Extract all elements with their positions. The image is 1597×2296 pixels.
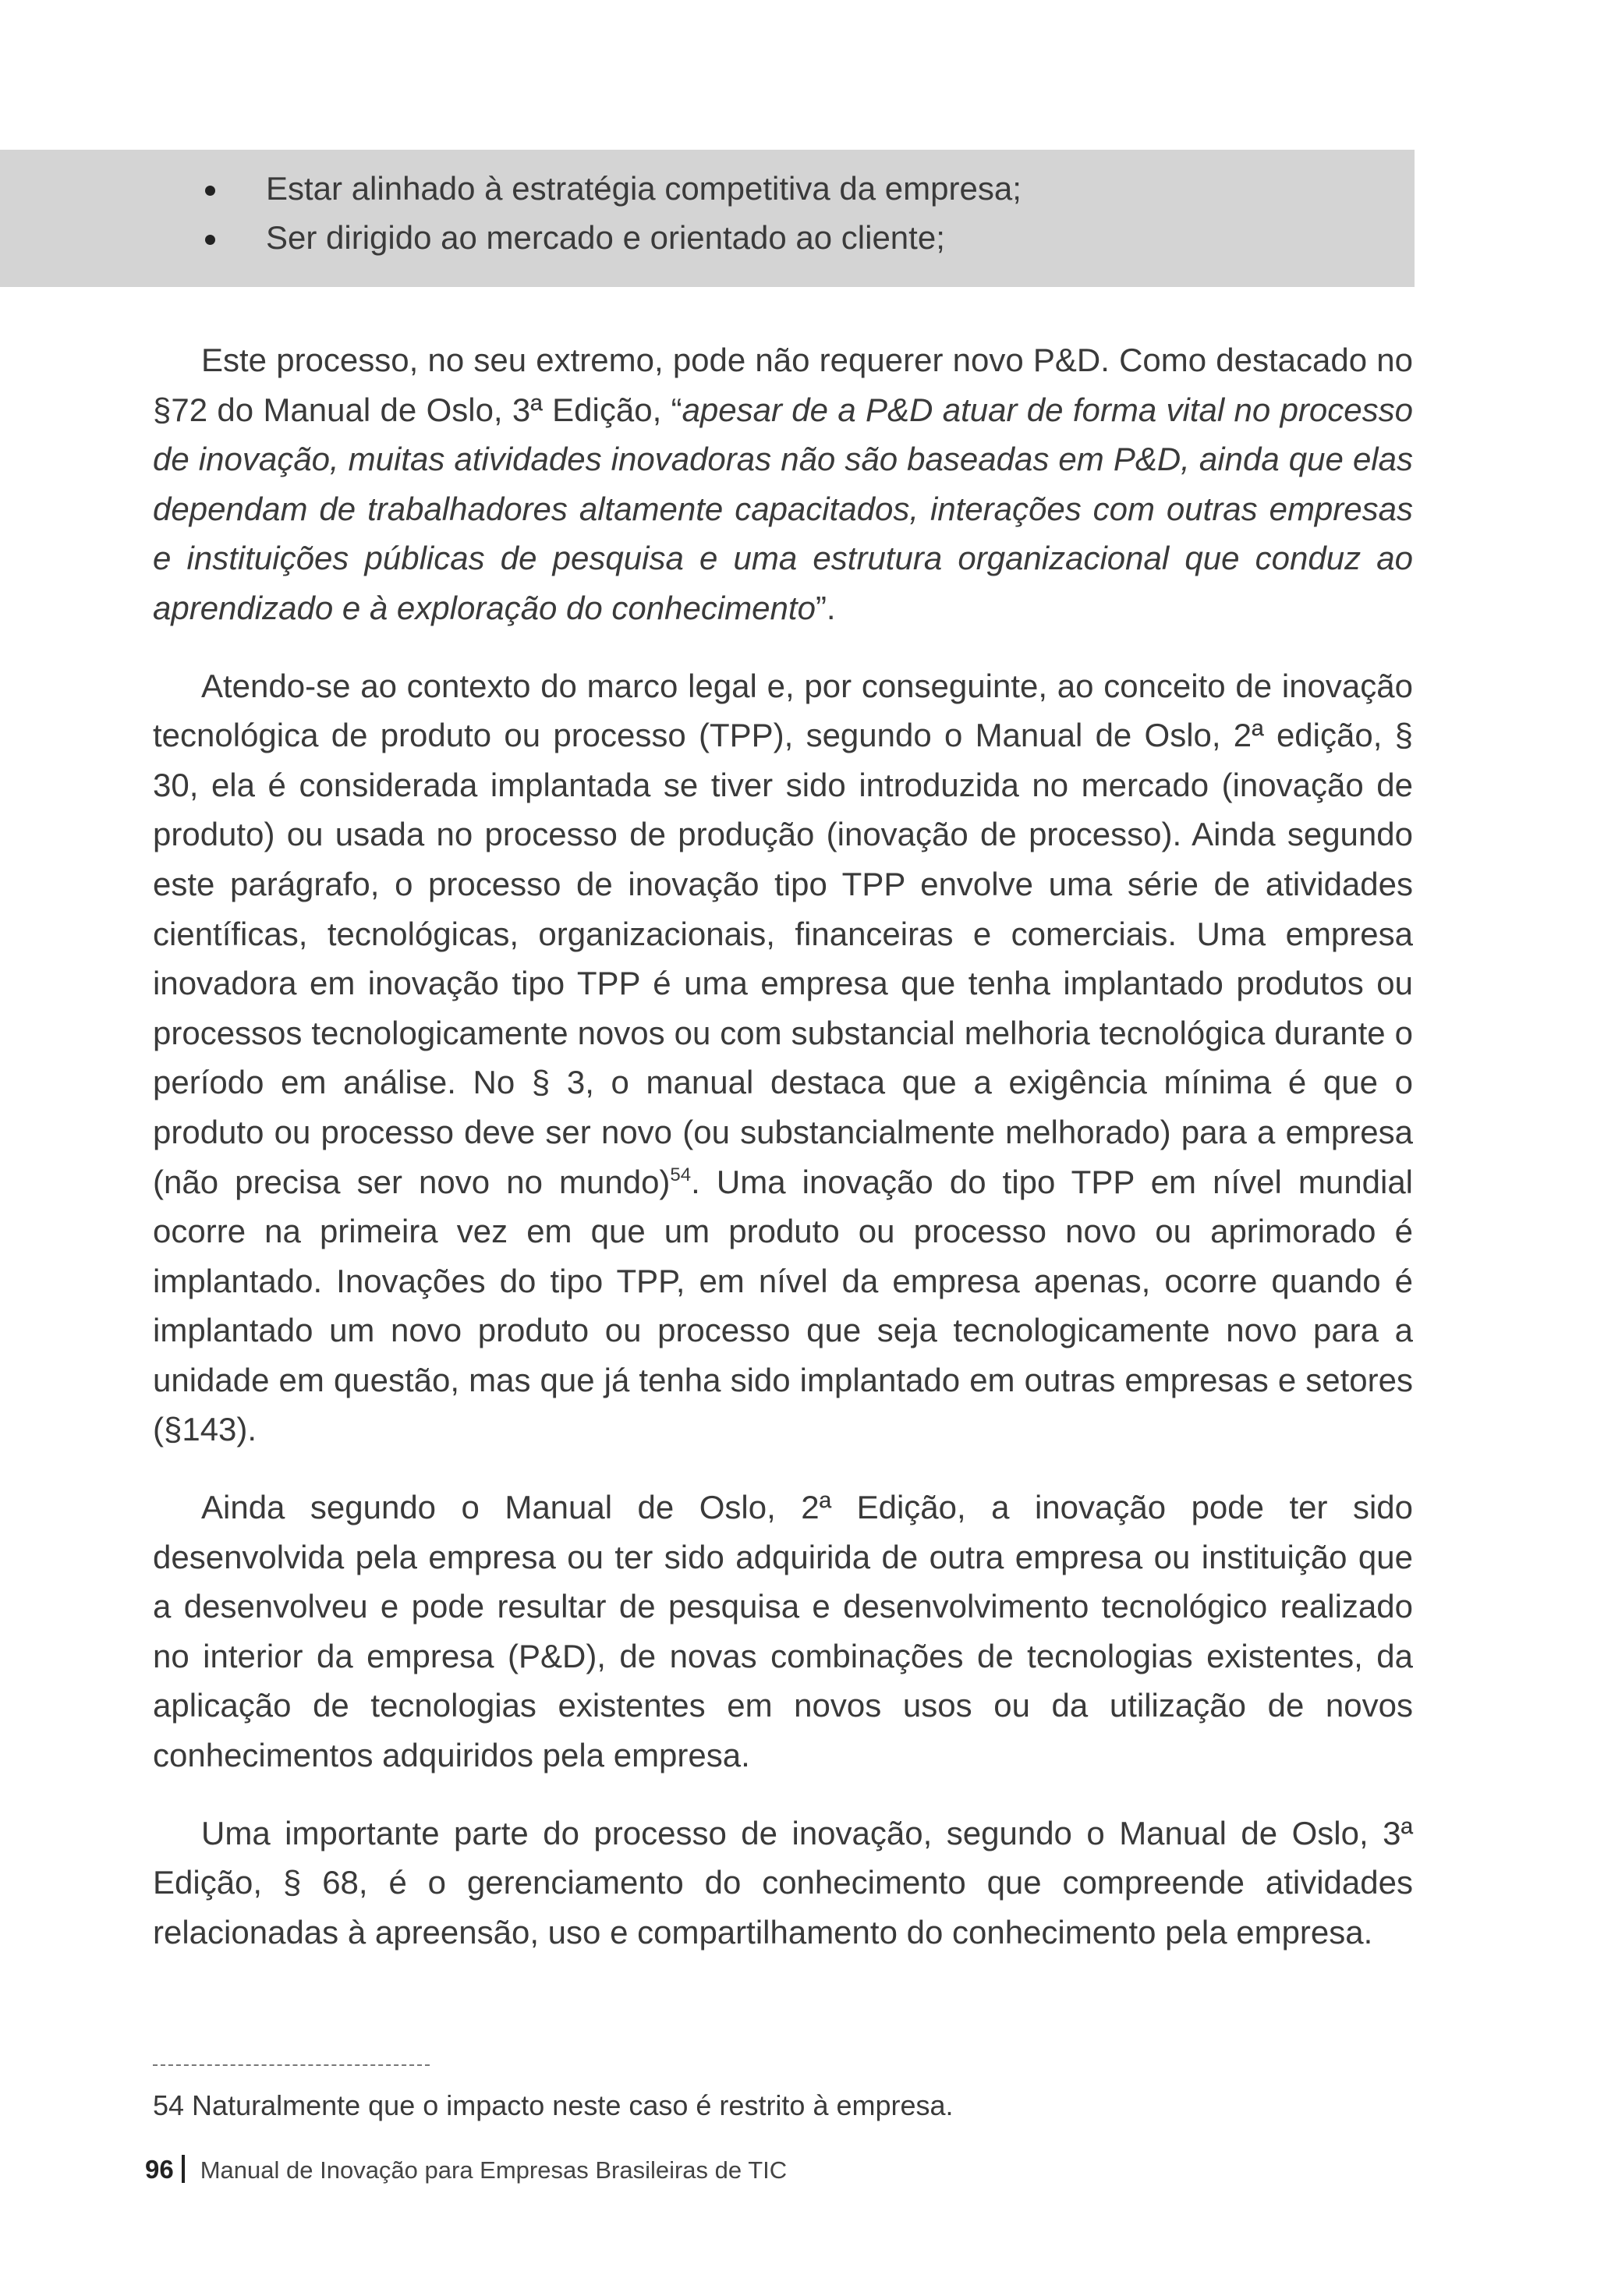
body-text: [153, 335, 1413, 1985]
oslo-quote: apesar de a P&D atuar de forma vital no processo de inovação, muitas atividades inovadoras não são baseadas em P&D, ainda que elas dependam de trabalhadores altamente capacitados, interações com outras empresas e instituições públicas de pesquisa e uma estrutura organizacional que conduz ao aprendizado e à exploração do conhecimento: [153, 391, 1413, 626]
paragraph-4: Uma importante parte do processo de inovação, segundo o Manual de Oslo, 3ª Edição, § 68, é o gerenciamento do conhecimento que compreende atividades relacionadas à apreensão, uso e compartilhamento do conhecimento pela empresa.: [153, 1814, 1413, 1951]
page-footer: [145, 2152, 787, 2188]
paragraph-1: [153, 335, 1413, 633]
paragraph-2-lead: Atendo-se ao contexto do marco legal e, por conseguinte, ao conceito de inovação tecnológica de produto ou processo (TPP), segundo o Manual de Oslo, 2ª edição, § 30, ela é considerada implantada se tiver sido introduzida no mercado (inovação de produto) ou usada no processo de produção (inovação de processo). Ainda segundo este parágrafo, o processo de inovação tipo TPP envolve uma série de atividades científicas, tecnológicas, organizacionais, financeiras e comerciais. Uma empresa inovadora em inovação tipo TPP é uma empresa que tenha implantado produtos ou processos tecnologicamente novos ou com substancial melhoria tecnológica durante o período em análise. No § 3, o manual destaca que a exigência mínima é que o produto ou processo deve ser novo (ou substancialmente melhorado) para a empresa (não precisa ser novo no mundo): [153, 667, 1413, 1200]
bullet-item: Ser dirigido ao mercado e orientado ao cliente;: [199, 213, 1369, 262]
paragraph-3: Ainda segundo o Manual de Oslo, 2ª Edição, a inovação pode ter sido desenvolvida pela empresa ou ter sido adquirida de outra empresa ou instituição que a desenvolveu e pode resultar de pesquisa e desenvolvimento tecnológico realizado no interior da empresa (P&D), de novas combinações de tecnologias existentes, da aplicação de tecnologias existentes em novos usos ou da utilização de novos conhecimentos adquiridos pela empresa.: [153, 1489, 1413, 1774]
paragraph-2: [153, 661, 1413, 1455]
footer-title: Manual de Inovação para Empresas Brasileiras de TIC: [200, 2156, 788, 2184]
paragraph-2-tail: . Uma inovação do tipo TPP em nível mundial ocorre na primeira vez em que um produto ou processo novo ou aprimorado é implantado. Inovações do tipo TPP, em nível da empresa apenas, ocorre quando é implantado um novo produto ou processo que seja tecnologicamente novo para a unidade em questão, mas que já tenha sido implantado em outras empresas e setores (§143).: [153, 1163, 1414, 1448]
paragraph-1-tail: ”.: [815, 589, 836, 626]
footer-separator: [182, 2155, 185, 2183]
footnote-reference[interactable]: 54: [670, 1164, 692, 1185]
bullet-list: [199, 164, 1369, 262]
page-number: 96: [145, 2155, 174, 2184]
footnote-divider: [153, 2064, 430, 2066]
bullet-item: Estar alinhado à estratégia competitiva da empresa;: [199, 164, 1369, 213]
footnote: 54 Naturalmente que o impacto neste caso é restrito à empresa.: [153, 2089, 954, 2121]
paragraph-1-lead: Este processo, no seu extremo, pode não requerer novo P&D. Como destacado no §72 do Manual de Oslo, 3ª Edição, “: [153, 342, 1413, 428]
